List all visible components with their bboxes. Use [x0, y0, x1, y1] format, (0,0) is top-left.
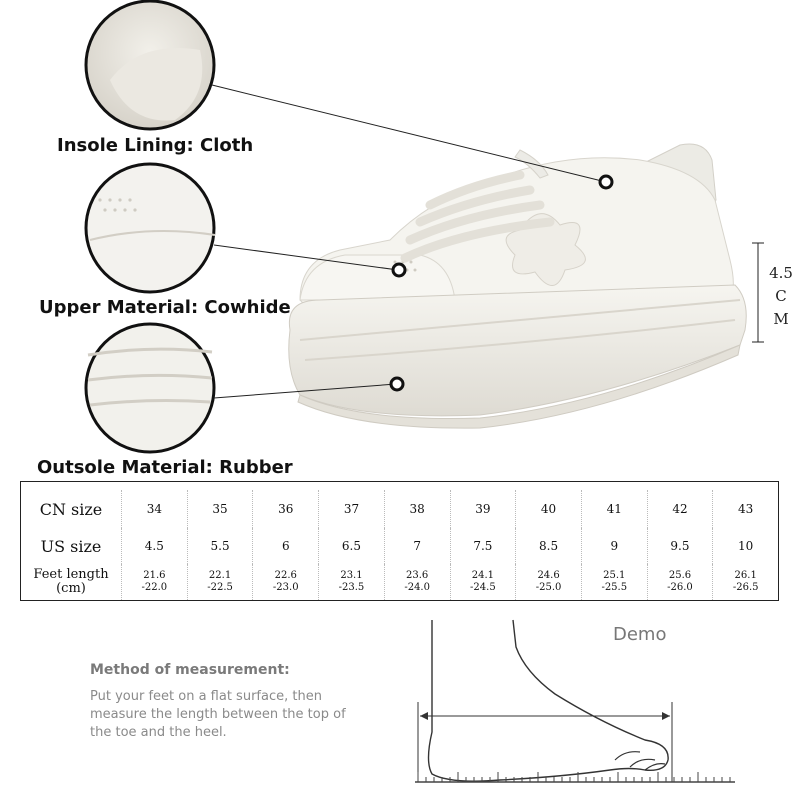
feet-length-cell [515, 564, 581, 600]
feet-length-min: 24.6 [537, 570, 560, 581]
height-bracket [752, 243, 764, 342]
cn-size-cell: 41 [581, 490, 647, 528]
platform-height-value: 4.5 [769, 264, 793, 282]
feet-length-max: -25.5 [601, 582, 628, 593]
feet-length-max: -24.0 [404, 582, 430, 593]
feet-length-max: -22.5 [207, 582, 233, 593]
us-size-cell: 9.5 [647, 528, 713, 564]
feet-length-cell [187, 564, 253, 600]
feet-length-min: 26.1 [734, 570, 757, 581]
sneaker [289, 144, 747, 428]
us-size-cell: 8.5 [515, 528, 581, 564]
us-size-cell: 7.5 [450, 528, 516, 564]
cn-size-cell: 37 [318, 490, 384, 528]
cn-size-cell: 39 [450, 490, 516, 528]
feet-length-min: 21.6 [143, 570, 166, 581]
upper-label: Upper Material: Cowhide [39, 297, 291, 318]
instruction-line-1: Put your feet on a flat surface, then [90, 689, 322, 704]
outsole-detail-circle [86, 324, 214, 452]
feet-length-max: -26.0 [667, 582, 693, 593]
feet-length-header [21, 568, 121, 596]
platform-height-unit-m: M [773, 310, 789, 328]
feet-length-cell [581, 564, 647, 600]
feet-length-min: 23.6 [406, 570, 429, 581]
us-size-cell: 10 [712, 528, 778, 564]
cn-size-header: CN size [39, 499, 103, 519]
feet-length-min: 22.6 [274, 570, 297, 581]
platform-height [764, 262, 798, 331]
feet-length-max: -23.0 [272, 582, 299, 593]
cn-size-row [21, 490, 778, 528]
outsole-label: Outsole Material: Rubber [37, 457, 293, 478]
feet-length-max: -25.0 [535, 582, 562, 593]
feet-length-min: 25.6 [668, 570, 692, 581]
feet-length-max: -26.5 [732, 582, 759, 593]
us-size-cell: 4.5 [121, 528, 187, 564]
cn-size-cell: 34 [121, 490, 187, 528]
feet-length-max: -24.5 [470, 582, 496, 593]
insole-detail-circle [86, 1, 214, 129]
cn-size-cell: 40 [515, 490, 581, 528]
feet-length-cell [450, 564, 516, 600]
upper-detail-circle [86, 164, 215, 292]
measurement-section [0, 612, 800, 800]
size-chart-table [20, 481, 779, 601]
feet-length-min: 23.1 [340, 570, 363, 581]
cn-size-cell: 38 [384, 490, 450, 528]
feet-length-header-line2: (cm) [56, 581, 86, 596]
platform-height-unit-c: C [775, 287, 787, 305]
us-size-cell: 5.5 [187, 528, 253, 564]
feet-length-cell [252, 564, 318, 600]
feet-length-cell [384, 564, 450, 600]
feet-length-cell [318, 564, 384, 600]
cn-size-cell: 36 [252, 490, 318, 528]
insole-label: Insole Lining: Cloth [57, 135, 254, 156]
cn-size-cell: 43 [712, 490, 778, 528]
feet-length-row [21, 564, 778, 600]
feet-length-header-line1: Feet length [33, 567, 109, 582]
measurement-instructions [90, 688, 390, 742]
us-size-cell: 6 [252, 528, 318, 564]
instruction-line-3: the toe and the heel. [90, 725, 227, 740]
us-size-row [21, 528, 778, 564]
demo-label: Demo [613, 624, 667, 645]
cn-size-cell: 42 [647, 490, 713, 528]
feet-length-min: 24.1 [471, 570, 494, 581]
instruction-line-2: measure the length between the top of [90, 707, 346, 722]
feet-length-min: 25.1 [603, 570, 626, 581]
feet-length-max: -22.0 [141, 582, 168, 593]
us-size-cell: 7 [384, 528, 450, 564]
feet-length-cell [647, 564, 713, 600]
us-size-cell: 9 [581, 528, 647, 564]
feet-length-cell [121, 564, 187, 600]
cn-size-cell: 35 [187, 490, 253, 528]
us-size-header: US size [40, 536, 102, 556]
feet-length-cell [712, 564, 778, 600]
measurement-title: Method of measurement: [90, 662, 290, 678]
us-size-cell: 6.5 [318, 528, 384, 564]
feet-length-max: -23.5 [338, 582, 365, 593]
feet-length-min: 22.1 [208, 570, 232, 581]
